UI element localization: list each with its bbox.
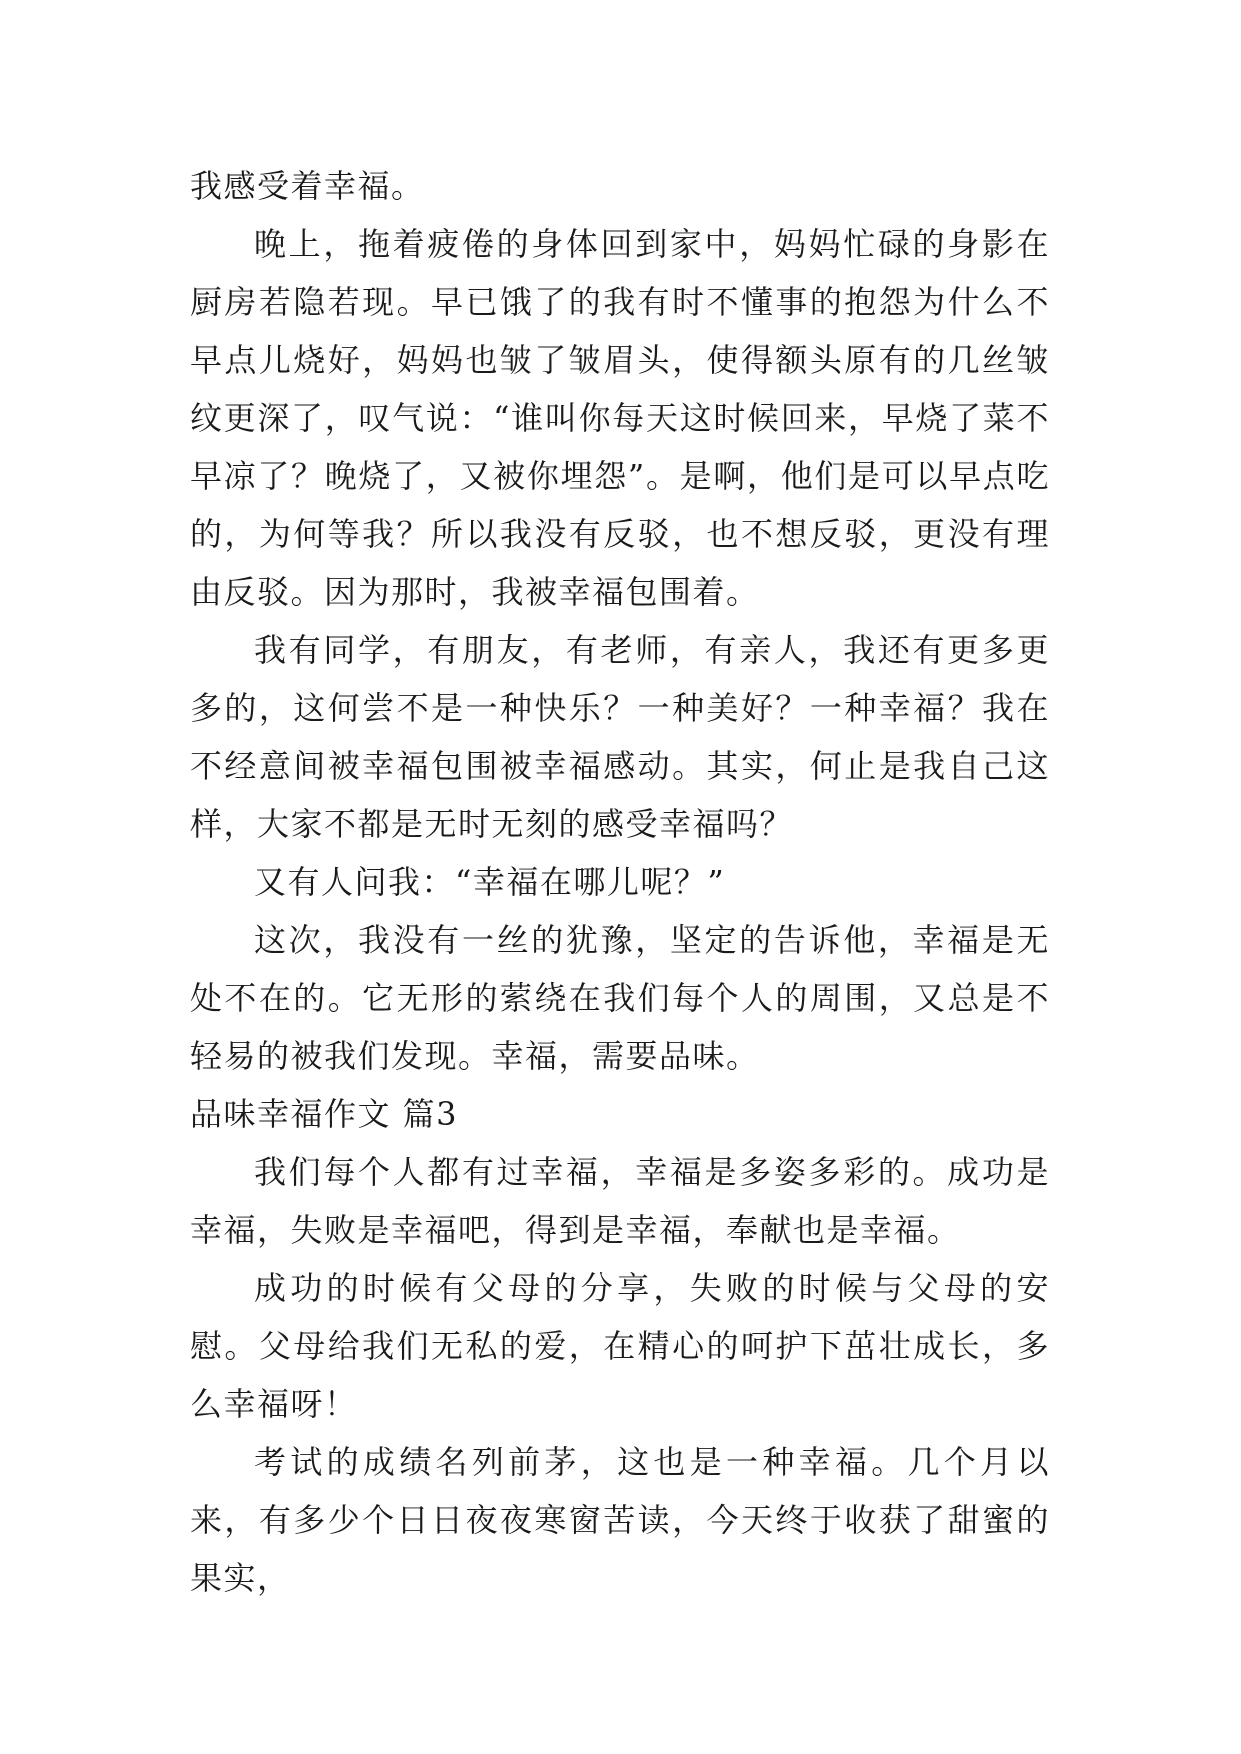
paragraph: 我们每个人都有过幸福，幸福是多姿多彩的。成功是幸福，失败是幸福吧，得到是幸福，奉献也是幸福。 bbox=[190, 1153, 1050, 1249]
paragraph: 又有人问我：“幸福在哪儿呢？” bbox=[254, 863, 726, 901]
document-body bbox=[190, 157, 1050, 1607]
section-heading: 品味幸福作文 篇3 bbox=[190, 1095, 459, 1133]
paragraph: 晚上，拖着疲倦的身体回到家中，妈妈忙碌的身影在厨房若隐若现。早已饿了的我有时不懂事的抱怨为什么不早点儿烧好，妈妈也皱了皱眉头，使得额头原有的几丝皱纹更深了，叹气说：“谁叫你每天这时候回来，早烧了菜不早凉了？晚烧了，又被你埋怨”。是啊，他们是可以早点吃的，为何等我？所以我没有反驳，也不想反驳，更没有理由反驳。因为那时，我被幸福包围着。 bbox=[190, 225, 1050, 611]
paragraph: 成功的时候有父母的分享，失败的时候与父母的安慰。父母给我们无私的爱，在精心的呵护下茁壮成长，多么幸福呀！ bbox=[190, 1269, 1050, 1423]
paragraph: 我有同学，有朋友，有老师，有亲人，我还有更多更多的，这何尝不是一种快乐？一种美好？一种幸福？我在不经意间被幸福包围被幸福感动。其实，何止是我自己这样，大家不都是无时无刻的感受幸福吗？ bbox=[190, 631, 1050, 843]
paragraph: 考试的成绩名列前茅，这也是一种幸福。几个月以来，有多少个日日夜夜寒窗苦读，今天终于收获了甜蜜的果实， bbox=[190, 1443, 1050, 1597]
paragraph: 这次，我没有一丝的犹豫，坚定的告诉他，幸福是无处不在的。它无形的萦绕在我们每个人的周围，又总是不轻易的被我们发现。幸福，需要品味。 bbox=[190, 921, 1050, 1075]
paragraph: 我感受着幸福。 bbox=[190, 167, 425, 205]
